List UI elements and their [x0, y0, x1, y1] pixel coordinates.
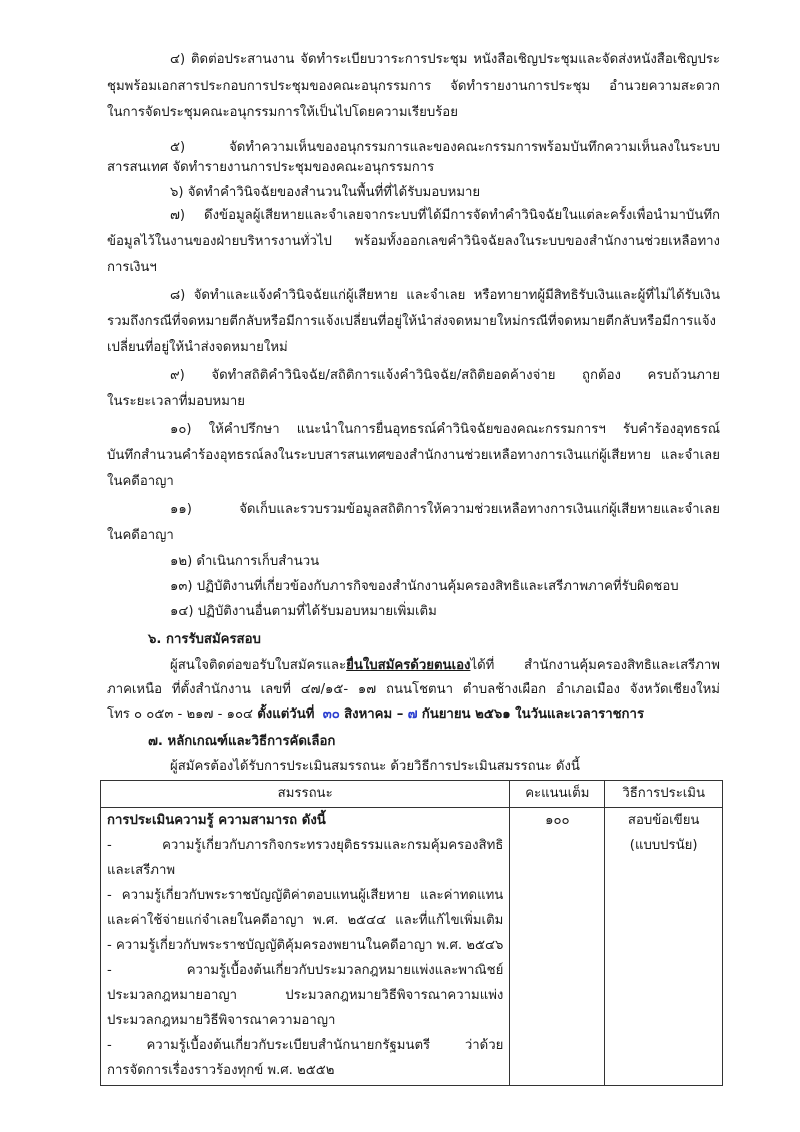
duty-line: ในคดีอาญา [107, 528, 174, 543]
competency-table [100, 780, 723, 1086]
method-line: (แบบปรนัย) [629, 838, 698, 853]
duty-line: ๖) จัดทำคำวินิจฉัยของสำนวนในพื้นที่ที่ได้รับมอบหมาย [170, 185, 481, 200]
start-day: ๓๐ [322, 707, 340, 722]
method-cell [605, 808, 723, 1086]
competency-line: - ความรู้เบื้องต้นเกี่ยวกับประมวลกฎหมายแพ่งและพาณิชย์ [107, 963, 504, 978]
header-competency: สมรรถนะ [101, 781, 510, 808]
duty-line: ในระยะเวลาที่มอบหมาย [107, 394, 246, 409]
duty-line: ๑๓) ปฏิบัติงานที่เกี่ยวข้องกับภารกิจของสำนักงานคุ้มครองสิทธิและเสรีภาพภาคที่รับผิดชอบ [170, 579, 679, 594]
header-full-score: คะแนนเต็ม [510, 781, 605, 808]
duty-line: ๙) จัดทำสถิติคำวินิจฉัย/สถิติการแจ้งคำวินิจฉัย/สถิติยอดค้างจ่าย ถูกต้อง ครบถ้วนภาย [170, 368, 720, 383]
duty-line: สารสนเทศ จัดทำรายงานการประชุมของคณะอนุกรรมการ [107, 160, 435, 175]
competency-line: และค่าใช้จ่ายแก่จำเลยในคดีอาญา พ.ศ. ๒๕๔๔ และที่แก้ไขเพิ่มเติม [107, 913, 504, 928]
section-6-line-1 [170, 656, 720, 676]
competency-line: - ความรู้เกี่ยวกับพระราชบัญญัติค่าตอบแทนผู้เสียหาย และค่าทดแทน [107, 888, 504, 903]
underlined-text: ยื่นใบสมัครด้วยตนเอง [346, 658, 471, 673]
duty-line: ๑๒) ดำเนินการเก็บสำนวน [170, 554, 320, 569]
duty-line: ๕) จัดทำความเห็นของอนุกรรมการและของคณะกรรมการพร้อมบันทึกความเห็นลงในระบบ [170, 140, 720, 155]
from-label: ตั้งแต่วันที่ [257, 707, 315, 722]
table-row [101, 808, 723, 1086]
competency-lines [107, 833, 503, 1083]
duty-line: ชุมพร้อมเอกสารประกอบการประชุมของคณะอนุกรรมการ จัดทำรายงานการประชุม อำนวยความสะดวก [107, 79, 720, 94]
duty-line: ๑๔) ปฏิบัติงานอื่นตามที่ได้รับมอบหมายเพิ่มเติม [170, 604, 437, 619]
method-line: สอบข้อเขียน [627, 813, 700, 828]
header-method: วิธีการประเมิน [605, 781, 723, 808]
section-7-intro: ผู้สมัครต้องได้รับการประเมินสมรรถนะ ด้วยวิธีการประเมินสมรรถนะ ดังนี้ [170, 759, 580, 774]
duty-line: การเงินฯ [107, 260, 157, 275]
duty-line: ๑๑) จัดเก็บและรวบรวมข้อมูลสถิติการให้ความช่วยเหลือทางการเงินแก่ผู้เสียหายและจำเลย [170, 502, 720, 517]
duty-line: รวมถึงกรณีที่จดหมายตีกลับหรือมีการแจ้งเปลี่ยนที่อยู่ให้นำส่งจดหมายใหม่กรณีที่จดหมายตีกลับหรือมีการแจ้ง [107, 314, 716, 329]
duty-line: ๗) ดึงข้อมูลผู้เสียหายและจำเลยจากระบบที่ได้มีการจัดทำคำวินิจฉัยในแต่ละครั้งเพื่อนำมาบันทึก [170, 208, 720, 223]
section-6-address: ภาคเหนือ ที่ตั้งสำนักงาน เลขที่ ๔๗/๑๕- ๑๗ ถนนโชตนา ตำบลช้างเผือก อำเภอเมือง จังหวัดเชียงใหม่ [107, 682, 720, 697]
text: ได้ที่ สำนักงานคุ้มครองสิทธิและเสรีภาพ [470, 658, 720, 673]
section-7-heading: ๗. หลักเกณฑ์และวิธีการคัดเลือก [148, 734, 336, 749]
duty-line: เปลี่ยนที่อยู่ให้นำส่งจดหมายใหม่ [107, 340, 288, 355]
competency-line: - ความรู้เบื้องต้นเกี่ยวกับระเบียบสำนักนายกรัฐมนตรี ว่าด้วย [107, 1038, 504, 1053]
full-score-cell: ๑๐๐ [510, 808, 605, 1086]
duty-line: ข้อมูลไว้ในงานของฝ่ายบริหารงานทั่วไป พร้อมทั้งออกเลขคำวินิจฉัยลงในระบบของสำนักงานช่วยเหลือทาง [107, 234, 720, 249]
duty-line: ในการจัดประชุมคณะอนุกรรมการให้เป็นไปโดยความเรียบร้อย [107, 105, 458, 120]
section-6-heading: ๖. การรับสมัครสอบ [148, 632, 261, 647]
end-date: กันยายน ๒๕๖๑ ในวันและเวลาราชการ [421, 707, 645, 722]
duty-line: บันทึกสำนวนคำร้องอุทธรณ์ลงในระบบสารสนเทศของสำนักงานช่วยเหลือทางการเงินแก่ผู้เสียหาย และจำเลย [107, 448, 720, 463]
start-month: สิงหาคม – [344, 707, 404, 722]
competency-line: ประมวลกฎหมายวิธีพิจารณาความอาญา [107, 1013, 336, 1028]
section-6-phone-dates [107, 705, 720, 725]
competency-cell [101, 808, 510, 1086]
competency-line: - ความรู้เกี่ยวกับภารกิจกระทรวงยุติธรรมและกรมคุ้มครองสิทธิ [107, 838, 504, 853]
duty-line: ๑๐) ให้คำปรึกษา แนะนำในการยื่นอุทธรณ์คำวินิจฉัยของคณะกรรมการฯ รับคำร้องอุทธรณ์ [170, 422, 720, 437]
competency-line: การจัดการเรื่องราวร้องทุกข์ พ.ศ. ๒๕๕๒ [107, 1063, 335, 1078]
text: ผู้สนใจติดต่อขอรับใบสมัครและ [170, 658, 347, 673]
duty-line: ๔) ติดต่อประสานงาน จัดทำระเบียบวาระการประชุม หนังสือเชิญประชุมและจัดส่งหนังสือเชิญประ [170, 52, 720, 67]
competency-line: - ความรู้เกี่ยวกับพระราชบัญญัติคุ้มครองพยานในคดีอาญา พ.ศ. ๒๕๔๖ [107, 938, 504, 953]
competency-line: ประมวลกฎหมายอาญา ประมวลกฎหมายวิธีพิจารณาความแพ่ง [107, 988, 504, 1003]
duty-line: ๘) จัดทำและแจ้งคำวินิจฉัยแก่ผู้เสียหาย และจำเลย หรือทายาทผู้มีสิทธิรับเงินและผู้ที่ไม่ได้รับเงิน [170, 288, 720, 303]
competency-title: การประเมินความรู้ ความสามารถ ดังนี้ [107, 813, 326, 828]
table-header-row [101, 781, 723, 808]
phone: โทร ๐ ๐๕๓ - ๒๑๗ - ๑๐๔ [107, 707, 254, 722]
duty-line: ในคดีอาญา [107, 474, 174, 489]
competency-line: และเสรีภาพ [107, 863, 176, 878]
end-day: ๗ [407, 707, 418, 722]
